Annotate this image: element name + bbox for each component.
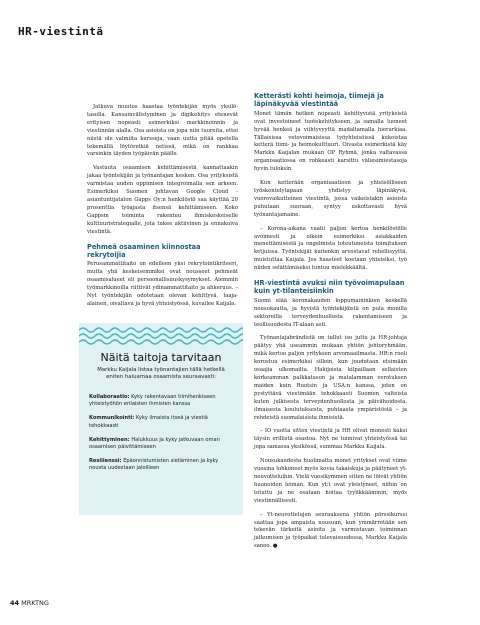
subheading: Pehmeä osaaminen kiinnostaa rekrytoijia — [87, 242, 201, 259]
page-footer — [10, 599, 49, 607]
skills-box — [79, 323, 243, 515]
section-label: HR-viestintä — [18, 25, 104, 38]
body-paragraph: Työnantajabrändistä on tullut iso juttu ja HR-johtaja päätyy yhä useammin mukaan yhtiön johtoryhmään, mikä kertoo paljon yrityksen arvomaailmasta. HR:n rooli korostuu esimerkiksi silloin, kun joudutaan etsimään osaajia ulkomailta. Hakijoista kilpaillaan sellaisten korkeamman palkkatason ja matalamman verotuksen maiden kuin Ruotsin ja USA:n kanssa, joten on pystyttävä viestimään tehokkaasti Suomen valteista kuten julkisesta terveydenhuollosta ja päivähoidosta, ilmaisesta koulutuksesta, puhtaasta ympäristöstä – ja rehdeistä suomalaisista ihmisistä. — [254, 335, 407, 421]
body-paragraph: – Korona-aikana vaatii paljon kertoa henkilöstölle avoimesti ja oikein esimerkiksi asiakkaiden menettämisestä ja ongelmista toteutuneista toimituksen ketjuissa. Työntekijät kuitenkin arvostavat rehellisyyttä, muistuttaa Kaijala. Jos haasteet koetaan yhteisiksi, työ niiden selättämiseksi tuntuu mielekkäältä. — [254, 225, 407, 272]
box-title: Näitä taitoja tarvitaan — [100, 351, 222, 364]
right-column — [254, 92, 407, 557]
body-paragraph: Vastuuta osaamisen kehittämisestä kannattaakin jakaa työntekijän ja työnantajan kesken. Osa yrityksistä varmistaa uuden oppimisen integroimalla sen arkeen. Esimerkiksi Suomen johtavan Google Cloud -asiantuntijatalon Gapps Oy:n henkilöstö saa käyttää 20 prosenttia työajasta itsensä kehittämiseen. Koko Gappsin toiminta rakentuu ihmiskeskeiselle kulttuuristrategialle, jota tukee aktiivinen ja ennakoiva viestintä. — [87, 165, 238, 235]
skills-list — [89, 394, 233, 480]
skill-text: Halukkuus ja kyky jatkuvaan oman osaamisen päivittämiseen — [89, 436, 220, 451]
skill-text: Kyky rakentavaan tiimihenkiseen yhteistyöhön erilaisten ihmisten kanssa — [89, 394, 216, 408]
skill-item — [89, 394, 233, 408]
skill-term: Kommunikointi: — [89, 415, 135, 422]
body-paragraph: Kun ketterään organisaatioon ja yhteisölliseen työskentelytapaan yhdistyy läpinäkyvä, vuorovaikutteinen viestintä, jossa vaikeistakin asioista puhutaan suoraan, syntyy uskottavasti hyvä työnantajamaine. — [254, 180, 407, 218]
skill-text: Epäonnistumisten sietäminen ja kyky nousta uudestaan jaloilleen — [89, 458, 219, 472]
body-paragraph: – Yt-neuvottelujen seurauksena yhtiön pörssikurssi saattaa jopa ampaista nousuun, kun ymmärretään sen tekevän tärkeitä asioita ja varmistavan toiminnan jatkumisen ja työpaikat tulevaisuudessa, Markku Kaijala sanoo. ● — [254, 511, 407, 550]
body-paragraph: Jatkuva muutos haastaa työntekijän myös yksilö-tasolla. Kansainvälistyminen ja digikehitys etenevät erityisen nopeasti esimerkiksi markkinoinnin ja viestinnän alalla. Osa asioista on jopa niin tuoreita, ettei niistä ole valmiita kursseja, vaan uutta pitää opetella tekemällä löytöretkiä netissä, mikä on rankkaa varsinkin täyden työpäivän päälle. — [87, 104, 238, 158]
body-paragraph: – IO vuotta sitten viestintä ja HR olivat monesti kaksi täysin erillistä osastoa. Nyt ne toimivat yhteistyössä tai jopa samassa yksikössä, summaa Markku Kaijala. — [254, 428, 407, 451]
body-paragraph: Monet tämän hetken nopeasti kehittyvistä yrityksistä ovat investoineet tuotekehitykseen, ja samalla luoneet hyvää henkeä ja viihtyvyyttä madaltamalla hierarkiaa. Tällaisissa vetovoimaisissa työyhteisöissä kukoistaa ketterä tiimi- ja heimokulttuuri. Oivasta esimerkistä käy Markku Kaijalan mukaan OP Ryhmä, jonka valtavassa organisaatiossa on rohkeasti karsittu väliesimiestasoja hyvin tuloksin. — [254, 110, 407, 173]
wave-decoration-icon — [79, 325, 243, 347]
skill-term: Kollaboraatio: — [89, 394, 130, 400]
magazine-name: MRKTNG — [21, 599, 49, 607]
body-paragraph: Nousukaudesta huolimatta monet yritykset ovat viime vuosina lohkoneet myös kovia takaiskuja ja päätyneet yt-neuvotteluihin. Vielä vuosikymmen sitten ne löivät yhtiön huonoiden leiman. Kun yt:t ovat yleistyneet, niihin on totuttu ja ne osataan hoitaa tyylikkäämmin, myös viestinnällisesti. — [254, 458, 407, 504]
skill-item — [89, 415, 233, 429]
skill-text: Kyky ilmaista itseä ja viestiä tehokkaasti — [89, 415, 208, 429]
skill-term: Kehittyminen: — [89, 436, 130, 443]
skill-term: Resilienssi: — [89, 458, 122, 465]
subheading: HR-viestintä avuksi niin työvoimapulaan kuin yt-tilanteisiinkin — [254, 279, 405, 296]
page-number: 44 — [10, 599, 20, 607]
body-paragraph: Perusammattitaito on edelleen yksi rekrytointikriteeri, mutta yhä keskeisemmiksi ovat nousseet pehmeät osaamisalueet eli persoonallisuuskysymykset. Aiemmin työmarkkinoilla riittivät ydinammattitaito ja ahkeruus. – Nyt työntekijän odotetaan olevan kehittyvä, laaja-alainen, oivaltava ja hyvä yhteistyössä, kuvailee Kaijala. — [87, 261, 238, 307]
skill-item — [89, 437, 233, 451]
left-column — [87, 104, 238, 315]
body-paragraph: Suomi elää koronakauden loppumaininkien keskellä nousukautta, ja hyvistä työntekijöistä on pula monilla sektoreilla terveydenhuollosta rakentamiseen ja teollisuudesta IT-alaan asti. — [254, 297, 407, 328]
subheading: Ketterästi kohti heimoja, tiimejä ja läpinäkyvää viestintää — [254, 92, 384, 109]
box-intro: Markku Kaijala listaa työnantajien tällä hetkellä eniten haluamaa osaamista seuraavasti: — [97, 367, 225, 381]
skill-item — [89, 458, 233, 472]
